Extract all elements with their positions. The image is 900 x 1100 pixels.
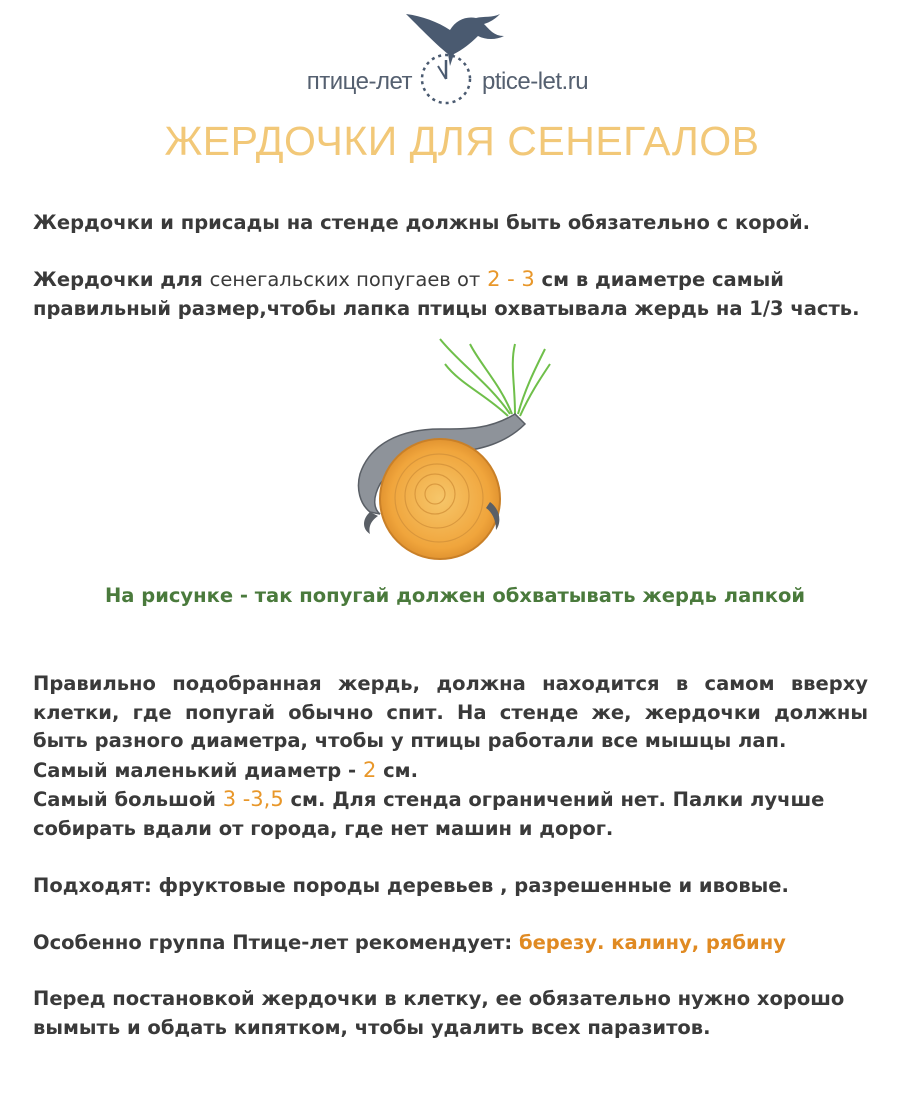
paragraph-min-diameter [33, 756, 868, 786]
logo-text-domain: ptice-let.ru [482, 68, 589, 95]
paragraph-bark: Жердочки и присады на стенде должны быть обязательно с корой. [33, 211, 811, 234]
page-title: ЖЕРДОЧКИ ДЛЯ СЕНЕГАЛОВ [164, 118, 760, 164]
paragraph-max-diameter [33, 785, 868, 843]
paragraph-recommendation [33, 929, 868, 958]
site-logo[interactable] [0, 0, 900, 110]
p4-text-b: см. [383, 759, 419, 782]
p7-recommended-trees: березу. калину, рябину [518, 931, 786, 954]
p4-text-a: Самый маленький диаметр - [33, 759, 357, 782]
p5-max-value: 3 -3,5 [222, 787, 284, 811]
p2-size-value: 2 - 3 [487, 267, 535, 291]
paragraph-cleaning: Перед постановкой жердочки в клетку, ее обязательно нужно хорошо вымыть и обдать кипятком, чтобы удалить всех паразитов. [33, 987, 845, 1039]
clock-icon [419, 52, 473, 106]
paragraph-size [33, 265, 868, 323]
p2-text-b: сенегальских попугаев от [209, 268, 481, 291]
paragraph-tree-types: Подходят: фруктовые породы деревьев , разрешенные и ивовые. [33, 874, 789, 897]
p5-text-b: см. Для стенда ограничений нет. Палки лучше собирать вдали от города, где нет машин и дорог. [33, 788, 825, 840]
p5-text-a: Самый большой [33, 788, 216, 811]
perch-illustration [340, 334, 560, 574]
p7-text-a: Особенно группа Птице-лет рекомендует: [33, 931, 513, 954]
p2-text-c: см в диаметре самый правильный размер,чтобы лапка птицы охватывала жердь на 1/3 часть. [33, 268, 860, 320]
paragraph-placement: Правильно подобранная жердь, должна находится в самом вверху клетки, где попугай обычно спит. На стенде же, жердочки должны быть разного диаметра, чтобы у птицы работали все мышцы лап. [33, 672, 868, 752]
logo-text-ru: птице-лет [306, 68, 412, 95]
p4-min-value: 2 [362, 758, 377, 782]
illustration-caption: На рисунке - так попугай должен обхватывать жердь лапкой [104, 584, 806, 607]
p2-text-a: Жердочки для [33, 268, 210, 291]
